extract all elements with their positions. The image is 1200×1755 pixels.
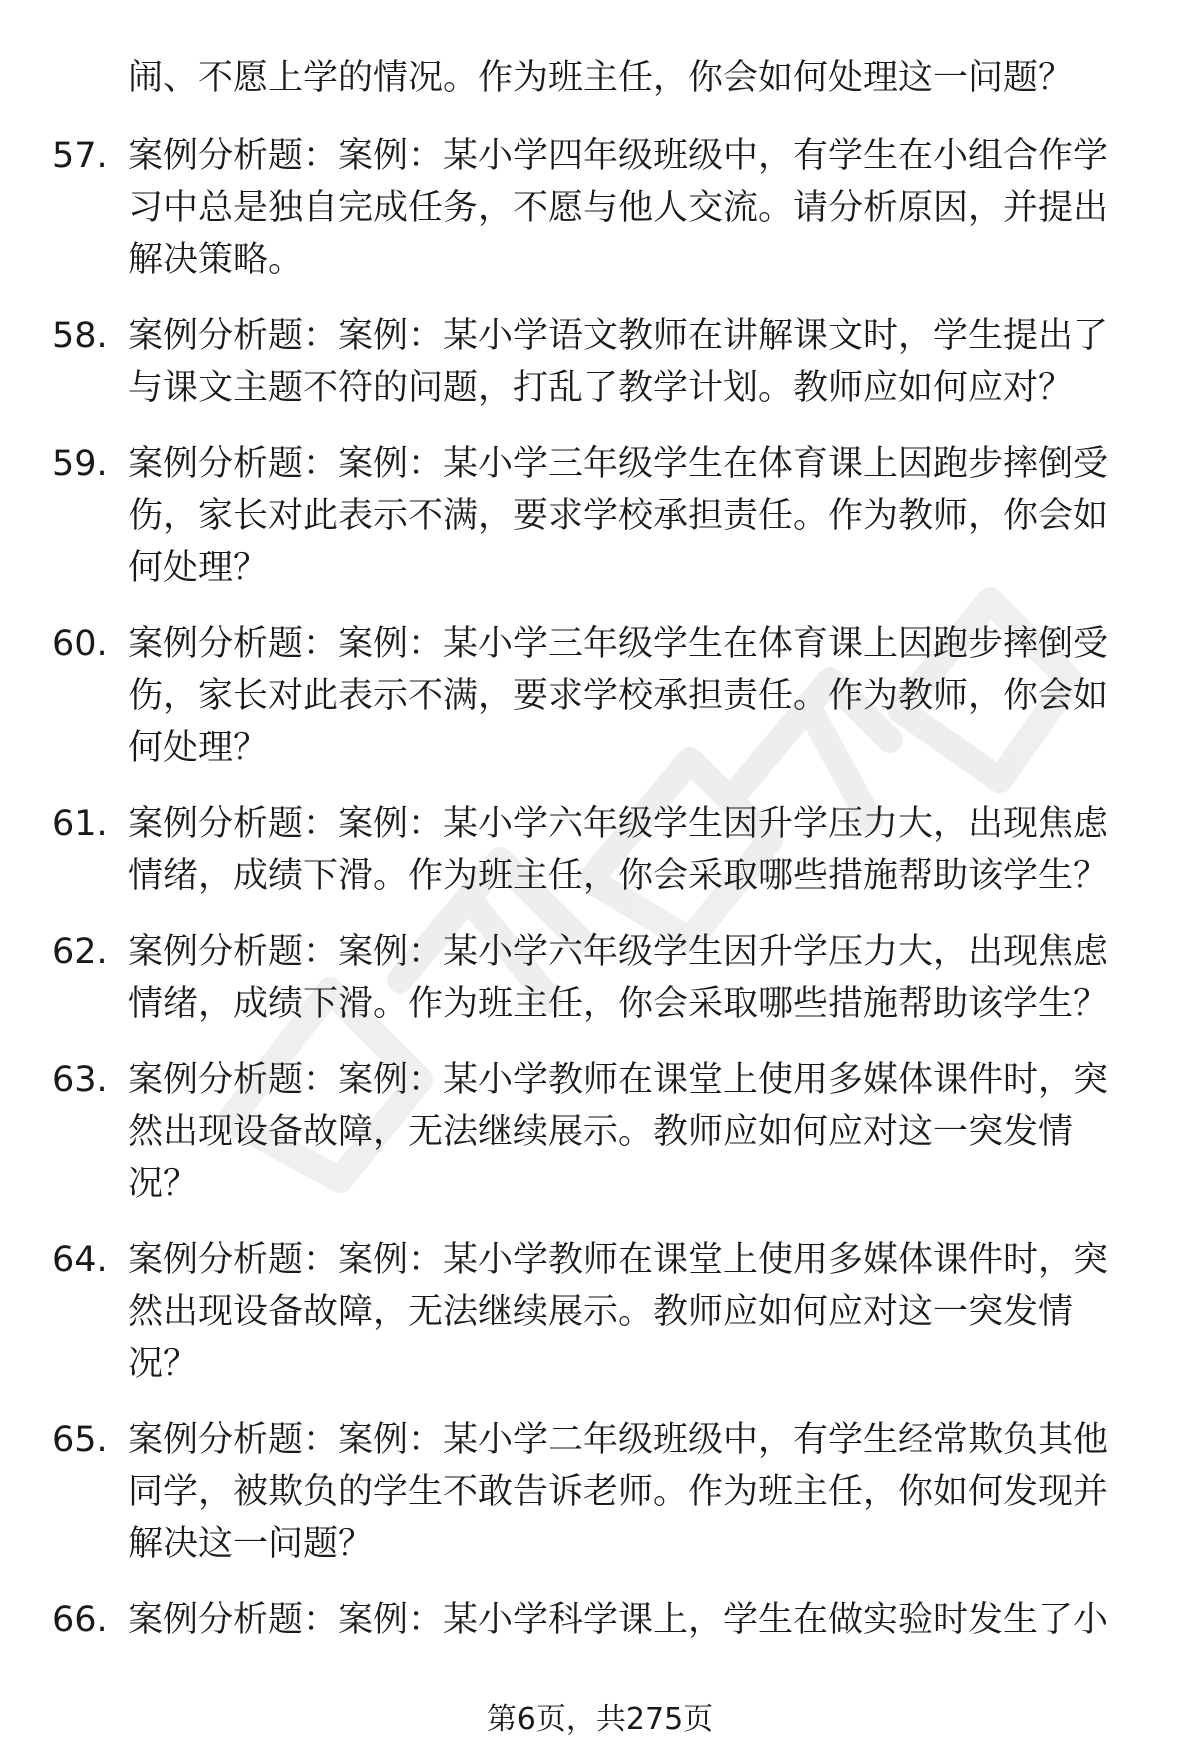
list-item: [0, 438, 1200, 594]
question-text: 案例分析题：案例：某小学六年级学生因升学压力大，出现焦虑 情绪，成绩下滑。作为班主任，你会采取哪些措施帮助该学生？: [128, 932, 1109, 1024]
question-number: 66.: [52, 1600, 108, 1640]
question-number: 60.: [52, 624, 108, 664]
question-text: 案例分析题：案例：某小学三年级学生在体育课上因跑步摔倒受 伤，家长对此表示不满，要求学校承担责任。作为教师，你会如 何处理？: [128, 624, 1109, 768]
list-item: [0, 1594, 1200, 1646]
question-text: 案例分析题：案例：某小学教师在课堂上使用多媒体课件时，突 然出现设备故障，无法继续展示。教师应如何应对这一突发情 况？: [128, 1060, 1109, 1204]
question-text: 案例分析题：案例：某小学六年级学生因升学压力大，出现焦虑 情绪，成绩下滑。作为班主任，你会采取哪些措施帮助该学生？: [128, 804, 1109, 896]
question-number: 64.: [52, 1240, 108, 1280]
list-item: [0, 1414, 1200, 1570]
list-item: [0, 1234, 1200, 1390]
list-item: [0, 798, 1200, 902]
question-text: 案例分析题：案例：某小学三年级学生在体育课上因跑步摔倒受 伤，家长对此表示不满，要求学校承担责任。作为教师，你会如 何处理？: [128, 444, 1109, 588]
question-list: [0, 130, 1200, 1670]
question-number: 61.: [52, 804, 108, 844]
list-item: [0, 310, 1200, 414]
list-item: [0, 130, 1200, 286]
list-item: [0, 926, 1200, 1030]
list-item: [0, 1054, 1200, 1210]
question-number: 59.: [52, 444, 108, 484]
question-number: 57.: [52, 136, 108, 176]
question-number: 58.: [52, 316, 108, 356]
question-text: 案例分析题：案例：某小学四年级班级中，有学生在小组合作学 习中总是独自完成任务，不愿与他人交流。请分析原因，并提出 解决策略。: [128, 136, 1109, 280]
continuation-text: 闹、不愿上学的情况。作为班主任，你会如何处理这一问题？: [128, 58, 1074, 98]
question-text: 案例分析题：案例：某小学科学课上，学生在做实验时发生了小: [128, 1600, 1109, 1640]
list-item: [0, 618, 1200, 774]
question-text: 案例分析题：案例：某小学二年级班级中，有学生经常欺负其他 同学，被欺负的学生不敢告诉老师。作为班主任，你如何发现并 解决这一问题？: [128, 1420, 1109, 1564]
question-text: 案例分析题：案例：某小学语文教师在讲解课文时，学生提出了 与课文主题不符的问题，打乱了教学计划。教师应如何应对？: [128, 316, 1109, 408]
question-number: 65.: [52, 1420, 108, 1460]
page-footer: 第6页，共275页: [486, 1702, 714, 1737]
question-number: 62.: [52, 932, 108, 972]
question-number: 63.: [52, 1060, 108, 1100]
question-text: 案例分析题：案例：某小学教师在课堂上使用多媒体课件时，突 然出现设备故障，无法继续展示。教师应如何应对这一突发情 况？: [128, 1240, 1109, 1384]
